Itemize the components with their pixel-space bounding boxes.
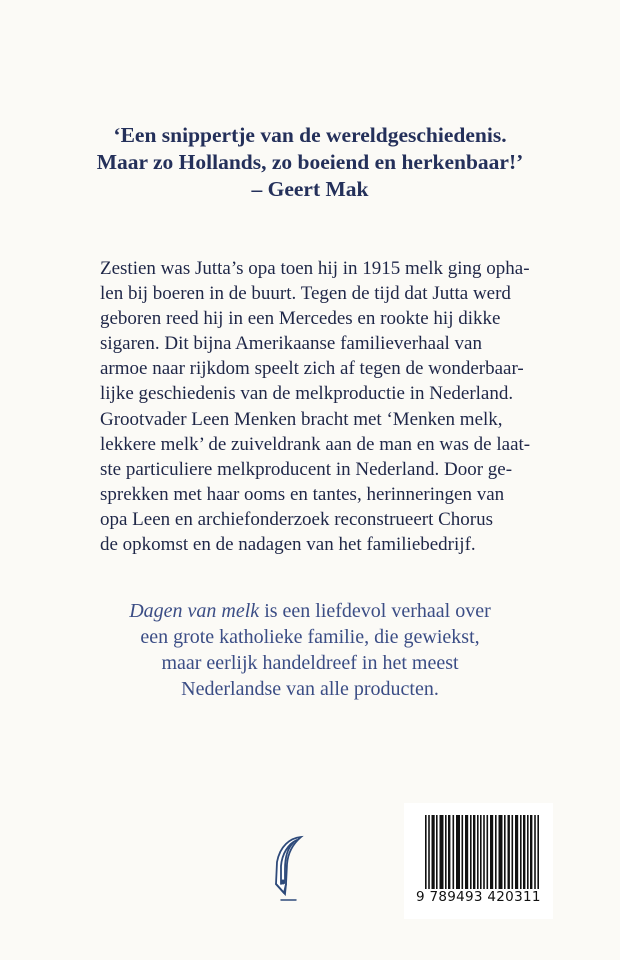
blurb-line: Zestien was Jutta’s opa toen hij in 1915 melk ging opha- [100,258,530,279]
quill-pen-icon [272,834,304,904]
isbn-barcode [404,803,553,919]
isbn-number: 9 789493 420311 [416,889,541,905]
blurb-line: lekkere melk’ de zuiveldrank aan de man en was de laat- [100,433,531,455]
blurb-line: sprekken met haar ooms en tantes, herinneringen van [100,483,505,505]
closing-line: een grote katholieke familie, die gewiekst, [140,626,480,648]
blurb-line: geboren reed hij in een Mercedes en rookte hij dikke [100,308,501,330]
blurb-line: len bij boeren in de buurt. Tegen de tijd dat Jutta werd [100,283,511,305]
blurb-line: armoe naar rijkdom speelt zich af tegen de wonderbaar- [100,358,524,380]
quote-attribution: – Geert Mak [251,177,369,201]
blurb-line: de opkomst en de nadagen van het familiebedrijf. [100,534,476,556]
closing-paragraph [0,598,620,702]
closing-line: maar eerlijk handeldreef in het meest [161,652,459,674]
blurb-line: lijke geschiedenis van de melkproductie in Nederland. [100,383,514,405]
endorsement-quote [0,122,620,203]
blurb-line: sigaren. Dit bijna Amerikaanse familieverhaal van [100,333,482,355]
closing-text: is een liefdevol verhaal over [259,600,491,622]
blurb-line: opa Leen en archiefonderzoek reconstrueert Chorus [100,508,494,530]
blurb-line: Grootvader Leen Menken bracht met ‘Menken melk, [100,408,503,430]
blurb-paragraph [100,256,540,557]
closing-line: Nederlandse van alle producten. [181,678,439,700]
quote-line: ‘Een snippertje van de wereldgeschiedenis. [113,123,507,147]
book-title: Dagen van melk [129,600,260,622]
blurb-line: ste particuliere melkproducent in Nederland. Door ge- [100,458,513,480]
closing-line [0,598,620,624]
quote-line: Maar zo Hollands, zo boeiend en herkenbaar!’ [96,150,524,174]
